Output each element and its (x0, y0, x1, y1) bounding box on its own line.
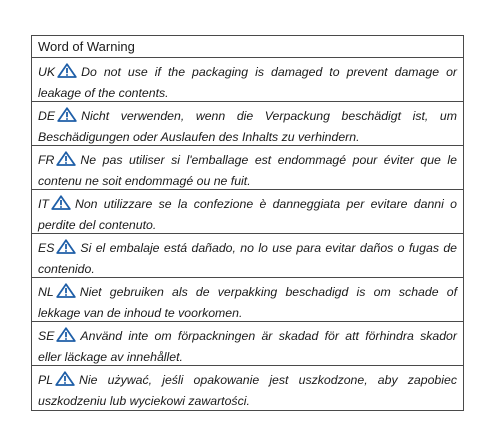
warning-text: Nicht verwenden, wenn die Verpackung beschädigt ist, um Beschädigungen oder Auslaufen des Inhalts zu verhindern. (38, 109, 457, 144)
warning-triangle-icon (55, 371, 75, 386)
warning-text: Do not use if the packaging is damaged to prevent damage or leakage of the contents. (38, 65, 457, 100)
warning-row-fr (32, 146, 463, 190)
language-code: NL (38, 285, 54, 299)
language-code: IT (38, 197, 49, 211)
warning-row-nl (32, 278, 463, 322)
language-code: DE (38, 109, 56, 123)
warning-text: Nie używać, jeśli opakowanie jest uszkodzone, aby zapobiec uszkodzeniu lub wyciekowi zawartości. (38, 373, 457, 408)
warning-triangle-icon (57, 63, 77, 78)
table-header: Word of Warning (32, 36, 463, 58)
warning-row-it (32, 190, 463, 234)
warning-row-se (32, 322, 463, 366)
warning-triangle-icon (56, 327, 76, 342)
warning-triangle-icon (56, 239, 76, 254)
language-code: ES (38, 241, 55, 255)
warning-text: Si el embalaje está dañado, no lo use para evitar daños o fugas de contenido. (38, 241, 457, 276)
language-code: UK (38, 65, 56, 79)
language-code: SE (38, 329, 55, 343)
warning-row-de (32, 102, 463, 146)
warning-triangle-icon (56, 151, 76, 166)
warning-triangle-icon (51, 195, 71, 210)
warning-triangle-icon (56, 283, 76, 298)
warning-text: Non utilizzare se la confezione è danneggiata per evitare danni o perdite del contenuto. (38, 197, 457, 232)
language-code: PL (38, 373, 54, 387)
warning-triangle-icon (57, 107, 77, 122)
warning-text: Ne pas utiliser si l'emballage est endommagé pour éviter que le contenu ne soit endommagé ou ne fuit. (38, 153, 457, 188)
warning-row-es (32, 234, 463, 278)
warning-row-pl (32, 366, 463, 410)
warning-text: Niet gebruiken als de verpakking beschadigd is om schade of lekkage van de inhoud te voorkomen. (38, 285, 457, 320)
warning-table (31, 35, 464, 411)
warning-text: Använd inte om förpackningen är skadad för att förhindra skador eller läckage av innehållet. (38, 329, 457, 364)
warning-row-uk (32, 58, 463, 102)
language-code: FR (38, 153, 55, 167)
